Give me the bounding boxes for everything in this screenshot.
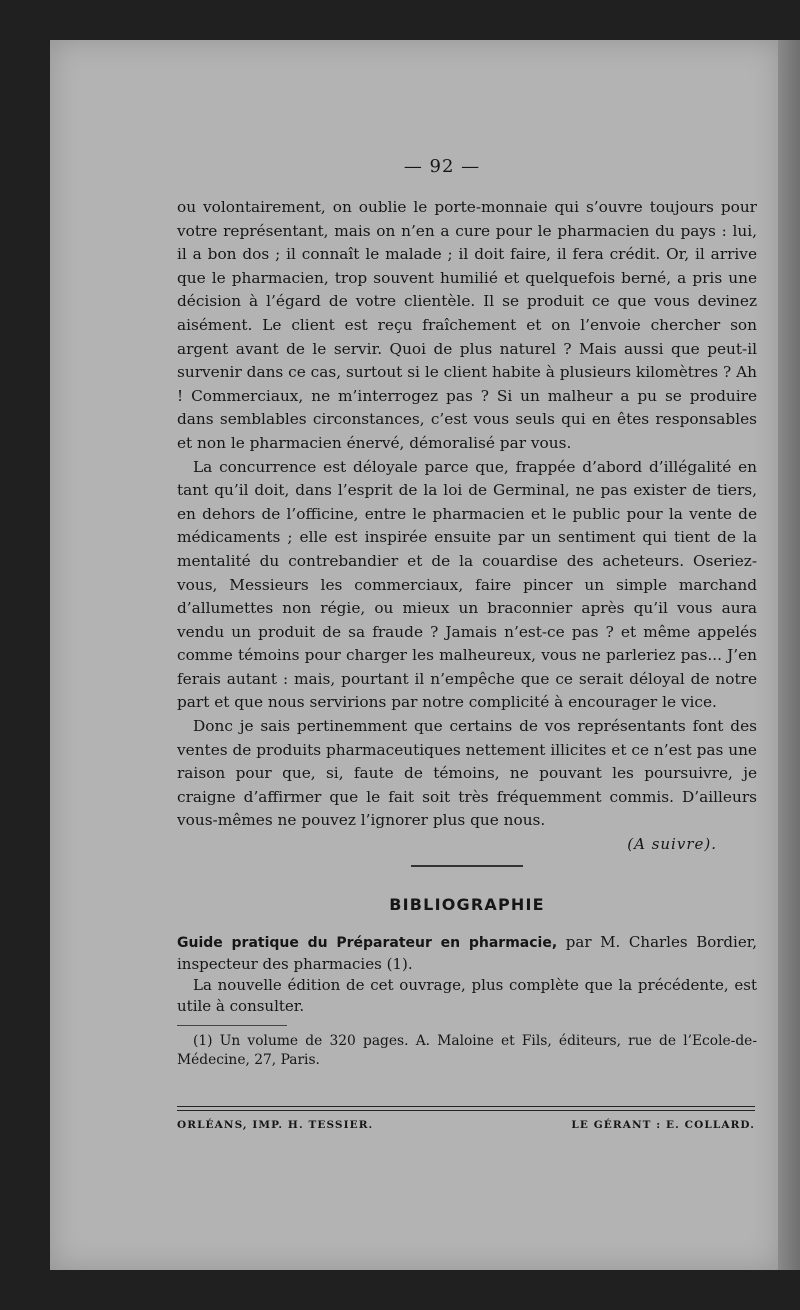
bibliography-note: La nouvelle édition de cet ouvrage, plus complète que la précédente, est utile à consulter. (177, 975, 757, 1015)
paragraph-2: La concurrence est déloyale parce que, frappée d’abord d’illégalité en tant qu’il doit, dans l’esprit de la loi de Germinal, ne pas exister de tiers, en dehors de l’officine, entre le pharmacien et le public pour la vente de médicaments ; elle est inspirée ensuite par un sentiment qui tient de la mentalité du contrebandier et de la couardise des acheteurs. Oseriez-vous, Messieurs les commerciaux, faire pincer un simple marchand d’allumettes non régie, ou mieux un braconnier après qu’il vous aura vendu un produit de sa fraude ? Jamais n’est-ce pas ? et même appelés comme témoins pour charger les malheureux, vous ne parleriez pas... J’en ferais autant : mais, pourtant il n’empêche que ce serait déloyal de notre part et que nous servirions par notre complicité à encourager le vice. (177, 457, 757, 712)
to-be-continued: (A suivre). (627, 835, 717, 854)
footnote (177, 1032, 757, 1070)
section-title: BIBLIOGRAPHIE (389, 894, 545, 914)
page-number: — 92 — (403, 156, 481, 177)
footnote-divider (177, 1025, 287, 1026)
paragraph-1: ou volontairement, on oublie le porte-monnaie qui s’ouvre toujours pour votre représentant, mais on n’en a cure pour le pharmacien du pays : lui, il a bon dos ; il connaît le malade ; il doit faire, il fera crédit. Or, il arrive que le pharmacien, trop souvent humilié et quelquefois berné, a pris une décision à l’égard de votre clientèle. Il se produit ce que vous devinez aisément. Le client est reçu fraîchement et on l’envoie chercher son argent avant de le servir. Quoi de plus naturel ? Mais aussi que peut-il survenir dans ce cas, surtout si le client habite à plusieurs kilomètres ? Ah ! Commerciaux, ne m’interrogez pas ? Si un malheur a pu se produire dans semblables circonstances, c’est vous seuls qui en êtes responsables et non le pharmacien énervé, démoralisé par vous. (177, 198, 757, 452)
footer-rule-top (177, 1106, 755, 1107)
manager-credit: LE GÉRANT : E. COLLARD. (571, 1119, 755, 1132)
book-title: Guide pratique du Préparateur en pharmacie, (177, 934, 558, 951)
article-body (177, 196, 757, 1070)
printer-credit: ORLÉANS, IMP. H. TESSIER. (177, 1119, 374, 1132)
footer-row (177, 1119, 755, 1131)
bibliography-section (177, 932, 757, 1017)
footer-rule-bottom (177, 1110, 755, 1111)
footnote-text: (1) Un volume de 320 pages. A. Maloine et Fils, éditeurs, rue de l’Ecole-de-Médecine, 27, Paris. (177, 1032, 757, 1068)
bibliography-entry (177, 932, 757, 975)
book-author: par M. Charles Bordier, inspecteur des pharmacies (1). (177, 932, 757, 973)
section-divider (411, 865, 523, 867)
page-edge-shadow (778, 40, 800, 1270)
page-footer (177, 1106, 755, 1131)
paragraph-3: Donc je sais pertinemment que certains de vos représentants font des ventes de produits pharmaceutiques nettement illicites et ce n’est pas une raison pour que, si, faute de témoins, ne pouvant les poursuivre, je craigne d’affirmer que le fait soit très fréquemment commis. D’ailleurs vous-mêmes ne pouvez l’ignorer plus que nous. (177, 717, 757, 830)
